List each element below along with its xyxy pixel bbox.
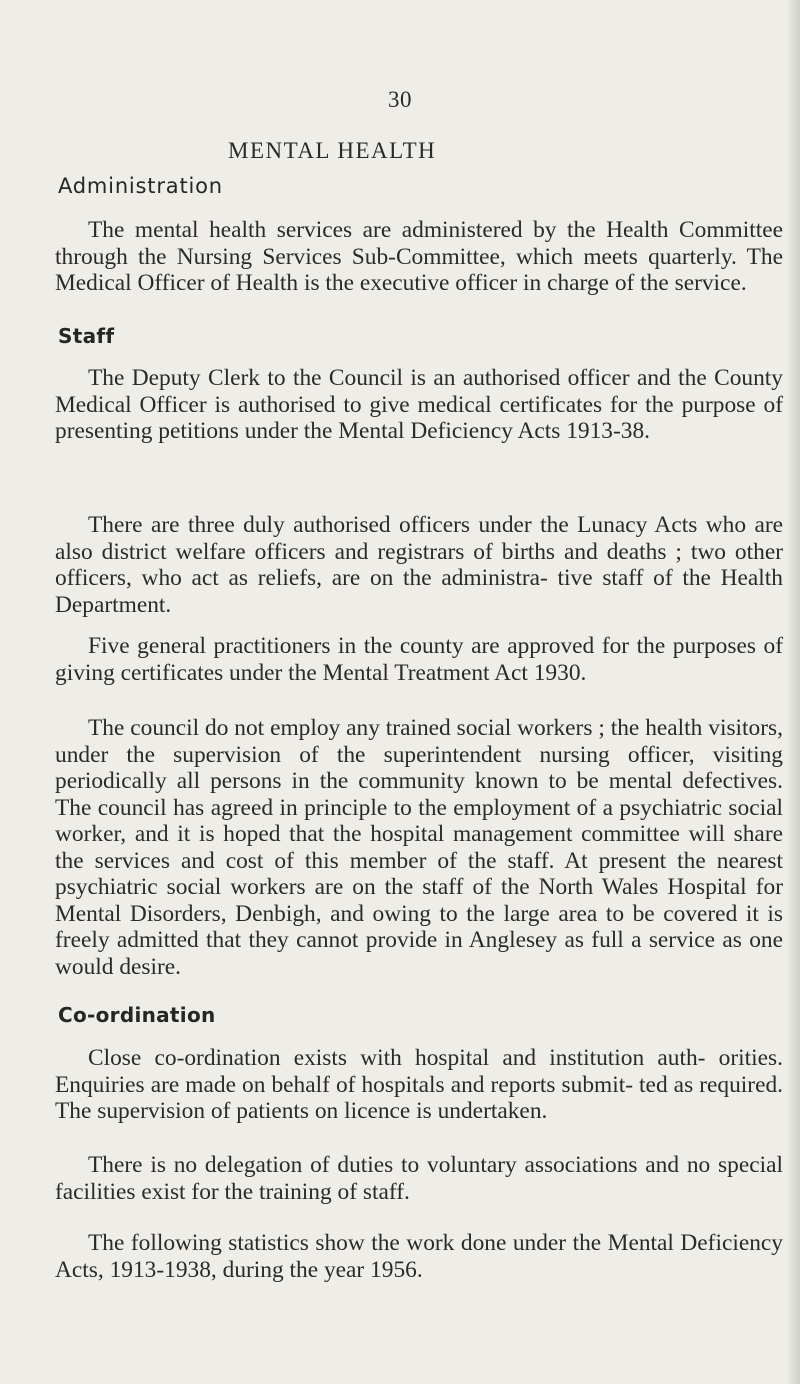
paragraph-coordination-1: Close co-ordination exists with hospital and institution auth- orities. Enquiries are made on behalf of hospitals and reports submit- ted as required. The supervision of patients on licence is undertaken. (55, 1045, 783, 1124)
page-edge-shadow (786, 0, 800, 1384)
heading-staff: Staff (58, 324, 115, 348)
paragraph-staff-4: The council do not employ any trained social workers ; the health visitors, under the supervision of the superintendent nursing officer, visiting periodically all persons in the community known to be mental defectives. The council has agreed in principle to the employment of a psychiatric social worker, and it is hoped that the hospital management committee will share the services and cost of this member of the staff. At present the nearest psychiatric social workers are on the staff of the North Wales Hospital for Mental Disorders, Denbigh, and owing to the large area to be covered it is freely admitted that they cannot provide in Anglesey as full a service as one would desire. (55, 715, 783, 980)
paragraph-staff-1: The Deputy Clerk to the Council is an authorised officer and the County Medical Officer is authorised to give medical certificates for the purpose of presenting petitions under the Mental Deficiency Acts 1913-38. (55, 365, 783, 444)
page-title: MENTAL HEALTH (228, 138, 437, 163)
paragraph-administration-1: The mental health services are administered by the Health Committee through the Nursing Services Sub-Committee, which meets quarterly. The Medical Officer of Health is the executive officer in charge of the service. (55, 217, 783, 296)
paragraph-staff-3: Five general practitioners in the county are approved for the purposes of giving certificates under the Mental Treatment Act 1930. (55, 633, 783, 686)
paragraph-staff-2: There are three duly authorised officers under the Lunacy Acts who are also district welfare officers and registrars of births and deaths ; two other officers, who act as reliefs, are on the administra- tive staff of the Health Department. (55, 512, 783, 618)
page-number: 30 (388, 87, 412, 112)
heading-coordination: Co-ordination (58, 1003, 216, 1027)
paragraph-coordination-3: The following statistics show the work done under the Mental Deficiency Acts, 1913-1938, during the year 1956. (55, 1230, 783, 1283)
paragraph-coordination-2: There is no delegation of duties to voluntary associations and no special facilities exist for the training of staff. (55, 1152, 783, 1205)
heading-administration: Administration (58, 174, 223, 198)
